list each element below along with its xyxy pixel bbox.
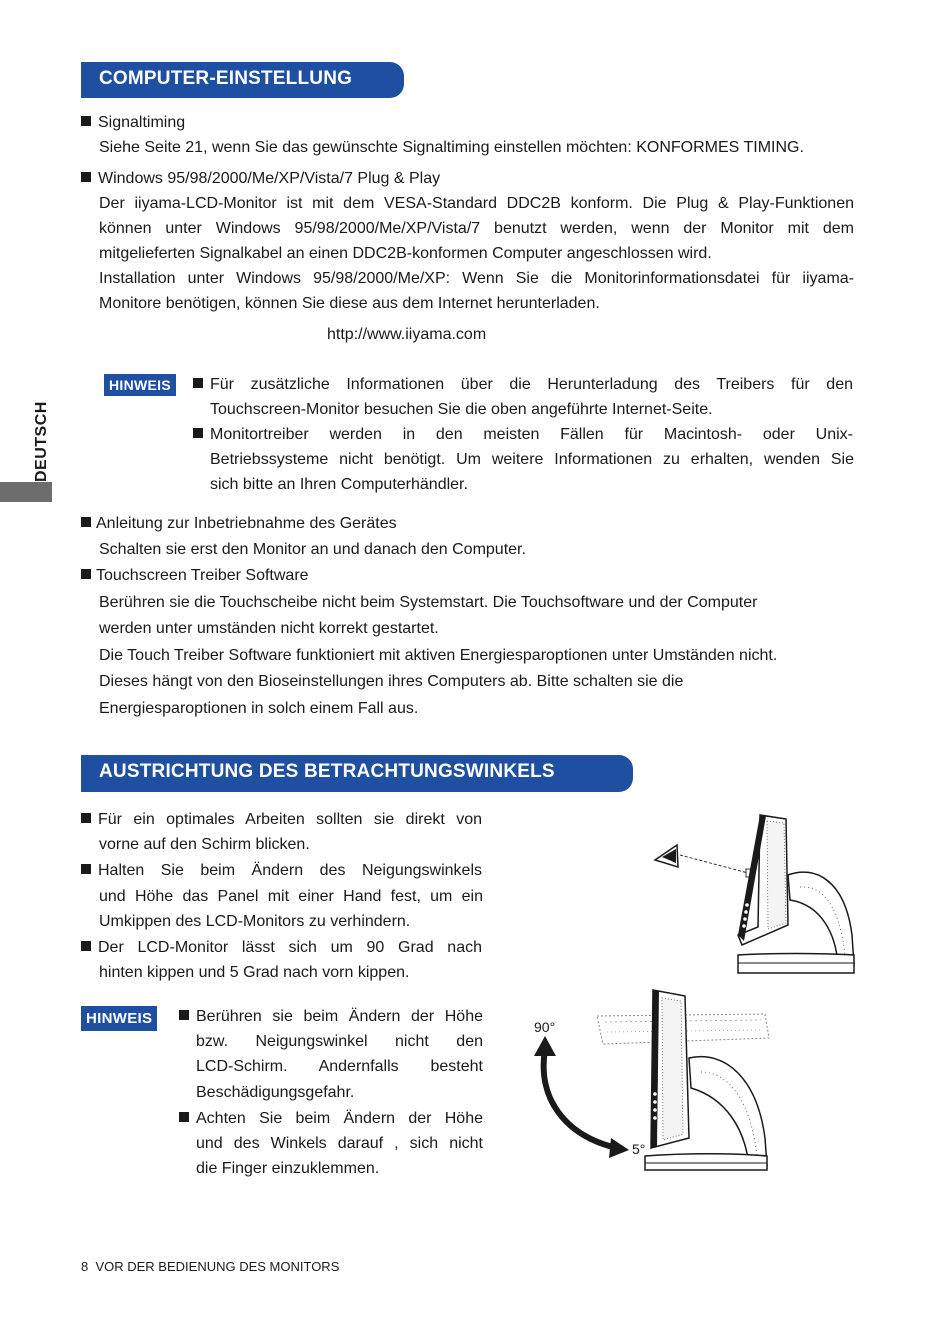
touch-line-3: Die Touch Treiber Software funktioniert mit aktiven Energiesparoptionen unter Umständen nicht. (99, 647, 778, 664)
monitor-tilt-illustration (525, 988, 790, 1173)
hinweis2-note2-line1: Achten Sie beim Ändern der Höhe (179, 1106, 483, 1131)
page-footer (81, 1259, 339, 1274)
footer-text: VOR DER BEDIENUNG DES MONITORS (95, 1259, 340, 1274)
angle-bullet-1-line2: vorne auf den Schirm blicken. (99, 836, 310, 853)
touch-line-2: werden unter umständen nicht korrekt gestartet. (99, 620, 439, 637)
tilt-angle-back-label: 90° (534, 1019, 556, 1035)
windows-line-5: Monitore benötigen, können Sie diese aus dem Internet herunterladen. (99, 295, 600, 312)
angle-bullet-2-line1: Halten Sie beim Ändern des Neigungswinkels (81, 858, 482, 883)
bullet-touchscreen-treiber: Touchscreen Treiber Software (81, 563, 309, 588)
hinweis1-note1-line1: Für zusätzliche Informationen über die Herunterladung des Treibers für den (193, 372, 854, 397)
hinweis1-note1-line2: Touchscreen-Monitor besuchen Sie die oben angeführte Internet-Seite. (210, 401, 713, 418)
arrow-right-icon (609, 1138, 629, 1158)
hinweis2-note2-line3: die Finger einzuklemmen. (196, 1160, 380, 1177)
page-number: 8 (81, 1259, 89, 1274)
hinweis2-note2-line2: und des Winkels darauf , sich nicht (196, 1135, 483, 1152)
hinweis2-note1-line3: LCD-Schirm. Andernfalls besteht (196, 1058, 483, 1075)
angle-bullet-3-line1: Der LCD-Monitor lässt sich um 90 Grad nach (81, 935, 482, 960)
bullet-anleitung: Anleitung zur Inbetriebnahme des Gerätes (81, 511, 397, 536)
eye-icon (655, 845, 678, 867)
angle-bullet-1-line1: Für ein optimales Arbeiten sollten sie direkt von (81, 807, 482, 832)
side-tab-bar (0, 482, 52, 502)
hinweis-badge-2: HINWEIS (81, 1006, 157, 1031)
hinweis1-note2-line3: sich bitte an Ihren Computerhändler. (210, 476, 468, 493)
hinweis1-note2-line1: Monitortreiber werden in den meisten Fällen für Macintosh- oder Unix- (193, 422, 854, 447)
anleitung-text: Schalten sie erst den Monitor an und danach den Computer. (99, 541, 526, 558)
hinweis2-note1-line4: Beschädigungsgefahr. (196, 1084, 355, 1101)
hinweis-badge-1: HINWEIS (104, 374, 176, 396)
windows-line-4: Installation unter Windows 95/98/2000/Me/XP: Wenn Sie die Monitorinformationsdatei für iiyama- (99, 270, 854, 287)
touch-line-5: Energiesparoptionen in solch einem Fall aus. (99, 700, 419, 717)
touch-line-1: Berühren sie die Touchscheibe nicht beim Systemstart. Die Touchsoftware und der Computer (99, 594, 758, 611)
angle-bullet-2-line2: und Höhe das Panel mit einer Hand fest, um ein (99, 888, 483, 905)
monitor-viewing-illustration (640, 805, 860, 980)
tilt-angle-forward-label: 5° (632, 1141, 646, 1157)
angle-bullet-3-line2: hinten kippen und 5 Grad nach vorn kippen. (99, 964, 410, 981)
signaltiming-text: Siehe Seite 21, wenn Sie das gewünschte Signaltiming einstellen möchten: KONFORMES TIMING. (99, 139, 804, 156)
section-header-betrachtungswinkel: AUSTRICHTUNG DES BETRACHTUNGSWINKELS (81, 755, 633, 792)
bullet-windows-plug-play: Windows 95/98/2000/Me/XP/Vista/7 Plug & Play (81, 166, 440, 191)
side-tab-label: DEUTSCH (33, 401, 50, 482)
windows-line-1: Der iiyama-LCD-Monitor ist mit dem VESA-Standard DDC2B konform. Die Plug & Play-Funktionen (99, 195, 854, 212)
hinweis2-note1-line1: Berühren sie beim Ändern der Höhe (179, 1004, 483, 1029)
windows-line-2: können unter Windows 95/98/2000/Me/XP/Vista/7 benutzt werden, wenn der Monitor mit dem (99, 220, 854, 237)
hinweis1-note2-line2: Betriebssysteme nicht benötigt. Um weitere Informationen zu erhalten, wenden Sie (210, 451, 854, 468)
touch-line-4: Dieses hängt von den Bioseinstellungen ihres Computers ab. Bitte schalten sie die (99, 673, 684, 690)
bullet-signaltiming: Signaltiming (81, 110, 185, 135)
angle-bullet-2-line3: Umkippen des LCD-Monitors zu verhindern. (99, 913, 411, 930)
windows-line-3: mitgelieferten Signalkabel an einen DDC2B-konformen Computer angeschlossen wird. (99, 245, 712, 262)
hinweis2-note1-line2: bzw. Neigungswinkel nicht den (196, 1033, 483, 1050)
arrow-up-icon (534, 1036, 556, 1056)
section-header-computer-einstellung: COMPUTER-EINSTELLUNG (81, 62, 404, 98)
iiyama-url: http://www.iiyama.com (327, 326, 487, 343)
